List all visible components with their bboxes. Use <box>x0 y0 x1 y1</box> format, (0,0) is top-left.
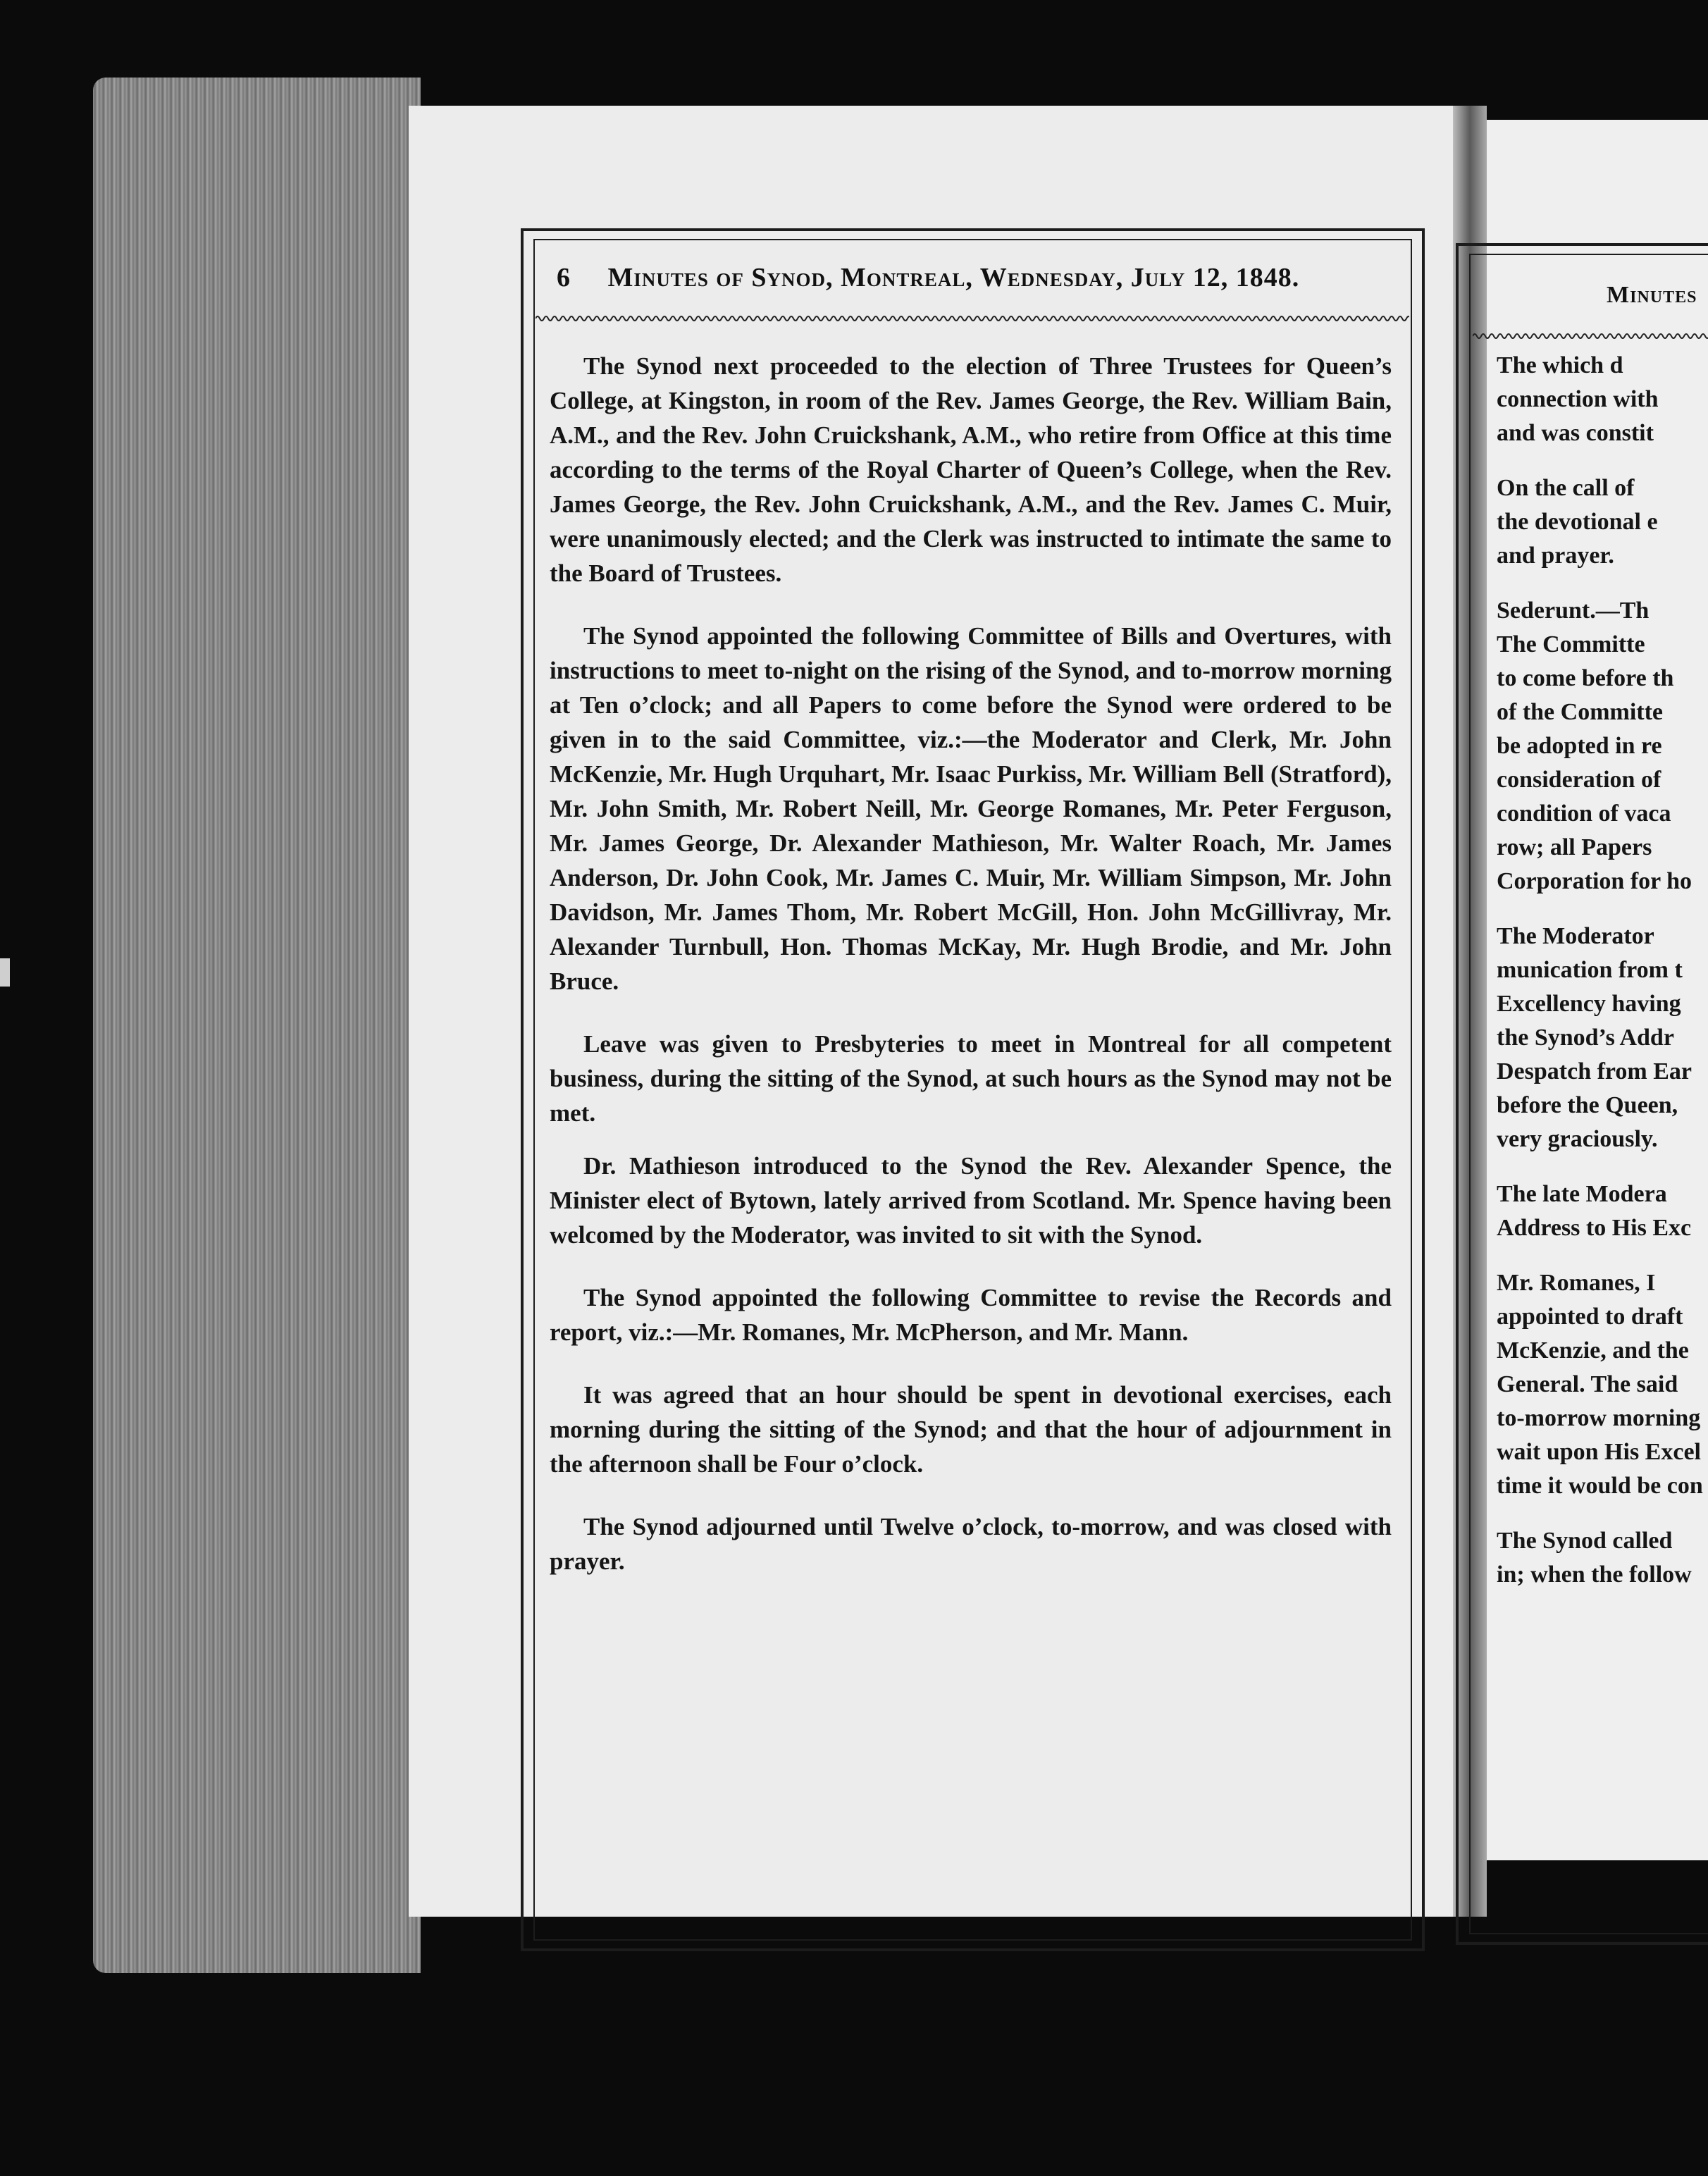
right-page-line: The late Modera <box>1497 1181 1667 1207</box>
right-page-line: The Synod called <box>1497 1528 1673 1554</box>
running-head <box>557 262 1388 293</box>
right-page-line: row; all Papers <box>1497 834 1652 860</box>
left-page-body <box>550 349 1392 1607</box>
paragraph-spence-introduction: Dr. Mathieson introduced to the Synod the Rev. Alexander Spence, the Minister elect of Bytown, lately arrived from Scotland. Mr. Spence having been welcomed by the Moderator, was invited to sit with the Synod. <box>550 1152 1392 1249</box>
line-gap <box>1497 898 1708 920</box>
right-wavy-rule <box>1473 328 1708 345</box>
right-page-line: munication from t <box>1497 957 1683 983</box>
right-page-line: in; when the follow <box>1497 1562 1692 1588</box>
wavy-rule <box>536 310 1409 327</box>
right-page-line: the Synod’s Addr <box>1497 1025 1674 1051</box>
line-gap <box>1497 573 1708 594</box>
running-head-title: Minutes of Synod, Montreal, Wednesday, July 12, 1848. <box>607 263 1300 292</box>
right-page-line: The Moderator <box>1497 923 1654 949</box>
paragraph-records-committee: The Synod appointed the following Committee to revise the Records and report, viz.:—Mr. Romanes, Mr. McPherson, and Mr. Mann. <box>550 1284 1392 1346</box>
right-page-line: and prayer. <box>1497 543 1614 569</box>
right-page-line: The Committe <box>1497 631 1645 657</box>
right-page-body <box>1497 349 1708 1592</box>
right-page-line: very graciously. <box>1497 1126 1658 1152</box>
paragraph-devotional-exercises: It was agreed that an hour should be spent in devotional exercises, each morning during the sitting of the Synod; and that the hour of adjournment in the afternoon shall be Four o’clock. <box>550 1381 1392 1478</box>
paragraph-trustees-election: The Synod next proceeded to the election of Three Trustees for Queen’s College, at Kingston, in room of the Rev. James George, the Rev. William Bain, A.M., and the Rev. John Cruickshank, A.M., who retire from Office at this time according to the terms of the Royal Charter of Queen’s College, when the Rev. James George, the Rev. John Cruickshank, A.M., and the Rev. James C. Muir, were unanimously elected; and the Clerk was instructed to intimate the same to the Board of Trustees. <box>550 352 1392 587</box>
right-page-line: The which d <box>1497 352 1623 378</box>
right-page-line: Despatch from Ear <box>1497 1058 1692 1084</box>
line-gap <box>1497 450 1708 471</box>
right-page-line: Excellency having <box>1497 991 1681 1017</box>
right-page-line: Corporation for ho <box>1497 868 1692 894</box>
scan-edge-mark <box>0 958 10 987</box>
right-page-line: Mr. Romanes, I <box>1497 1270 1656 1296</box>
right-page-line: General. The said <box>1497 1371 1678 1397</box>
right-page-line: McKenzie, and the <box>1497 1337 1689 1364</box>
right-page-line: before the Queen, <box>1497 1092 1678 1118</box>
right-page-line: the devotional e <box>1497 509 1658 535</box>
page-number: 6 <box>557 263 571 292</box>
right-page-line: to-morrow morning <box>1497 1405 1701 1431</box>
right-page-line: wait upon His Excel <box>1497 1439 1701 1465</box>
right-page-line: and was constit <box>1497 420 1654 446</box>
right-page-line: be adopted in re <box>1497 733 1662 759</box>
right-page-line: consideration of <box>1497 767 1661 793</box>
book-page-edges <box>93 78 421 1973</box>
paragraph-bills-committee: The Synod appointed the following Committee of Bills and Overtures, with instructions to meet to-night on the rising of the Synod, and to-morrow morning at Ten o’clock; and all Papers to come before the Synod were ordered to be given in to the said Committee, viz.:—the Moderator and Clerk, Mr. John McKenzie, Mr. Hugh Urquhart, Mr. Isaac Purkiss, Mr. William Bell (Stratford), Mr. John Smith, Mr. Robert Neill, Mr. George Romanes, Mr. Peter Ferguson, Mr. James George, Dr. Alexander Mathieson, Mr. Walter Roach, Mr. James Anderson, Dr. John Cook, Mr. James C. Muir, Mr. William Simpson, Mr. John Davidson, Mr. James Thom, Mr. Robert McGill, Hon. John McGillivray, Mr. Alexander Turnbull, Hon. Thomas McKay, Mr. Hugh Brodie, and Mr. John Bruce. <box>550 622 1392 995</box>
right-page-line: Sederunt.—Th <box>1497 598 1650 624</box>
paragraph-adjournment: The Synod adjourned until Twelve o’clock, to-morrow, and was closed with prayer. <box>550 1513 1392 1575</box>
right-page-line: On the call of <box>1497 475 1635 501</box>
line-gap <box>1497 1503 1708 1524</box>
right-page-line: of the Committe <box>1497 699 1664 725</box>
paragraph-presbyteries-leave: Leave was given to Presbyteries to meet in Montreal for all competent business, during the sitting of the Synod, at such hours as the Synod may not be met. <box>550 1030 1392 1127</box>
right-page-line: to come before th <box>1497 665 1674 691</box>
line-gap <box>1497 1245 1708 1266</box>
right-page-line: Address to His Exc <box>1497 1215 1692 1241</box>
right-page-line: connection with <box>1497 386 1659 412</box>
right-running-head: Minutes <box>1607 282 1697 308</box>
right-page-line: appointed to draft <box>1497 1304 1683 1330</box>
line-gap <box>1497 1156 1708 1177</box>
right-page-line: condition of vaca <box>1497 800 1671 827</box>
right-page-line: time it would be con <box>1497 1473 1703 1499</box>
